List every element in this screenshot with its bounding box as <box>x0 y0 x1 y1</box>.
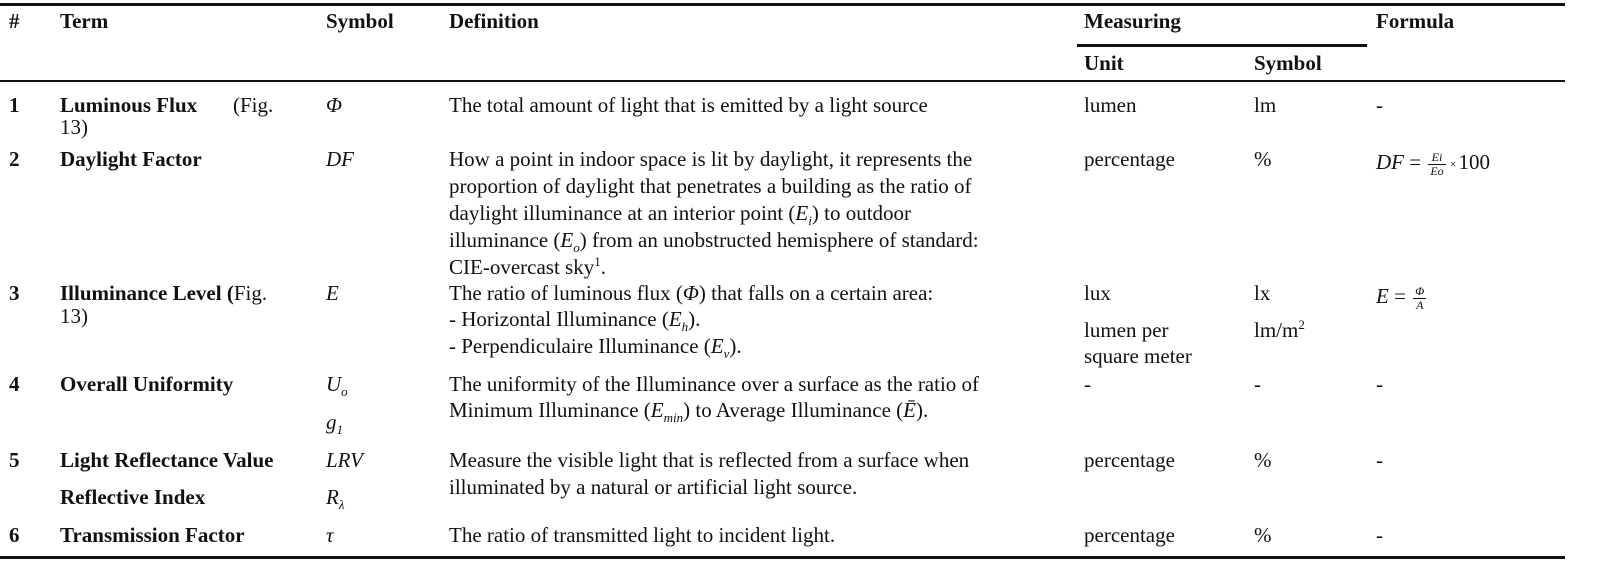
row1-term: Luminous Flux <box>60 93 198 117</box>
row3-term: Illuminance Level (Fig. <box>60 281 268 305</box>
row2-def-line4: illuminance $(E_o)$ from an unobstructed hemisphere of standard: <box>449 228 979 256</box>
row5-symbol-r-lambda: $R_\lambda$ <box>326 485 345 513</box>
row6-unit-symbol: % <box>1254 523 1272 547</box>
header-formula: Formula <box>1376 9 1455 33</box>
row3-symbol: E <box>326 281 339 305</box>
row5-unit-symbol: % <box>1254 448 1272 472</box>
row3-num: 3 <box>9 281 20 305</box>
row3-def-line3: - Perpendiculaire Illuminance $(E_v)$. <box>449 334 742 362</box>
row3-term-cont: 13) <box>60 304 88 328</box>
header-measuring: Measuring <box>1084 9 1181 33</box>
row4-unit-symbol: - <box>1254 372 1261 396</box>
row1-unit-symbol: lm <box>1254 93 1277 117</box>
row1-symbol: Φ <box>326 93 342 117</box>
header-term: Term <box>60 9 109 33</box>
row1-definition: The total amount of light that is emitted by a light source <box>449 93 928 117</box>
header-unit: Unit <box>1084 51 1124 75</box>
row2-def-line1: How a point in indoor space is lit by daylight, it represents the <box>449 147 973 171</box>
row4-symbol-g1: $g_1$ <box>326 410 343 438</box>
header-unit-symbol: Symbol <box>1254 51 1322 75</box>
row2-def-line5: CIE-overcast sky$^1$. <box>449 254 606 279</box>
row1-fig: (Fig. <box>233 93 274 117</box>
header-definition: Definition <box>449 9 539 33</box>
row3-unit-lumen-per: lumen per <box>1084 318 1169 342</box>
row6-symbol: τ <box>326 523 334 547</box>
row5-formula: - <box>1376 448 1383 472</box>
row4-formula: - <box>1376 372 1383 396</box>
row5-def-line2: illuminated by a natural or artificial light source. <box>449 475 858 499</box>
row3-unit-lux: lux <box>1084 281 1111 305</box>
bottom-rule <box>0 556 1565 559</box>
row1-formula: - <box>1376 93 1383 117</box>
header-num: # <box>9 9 20 33</box>
row5-num: 5 <box>9 448 20 472</box>
row6-term: Transmission Factor <box>60 523 245 547</box>
row4-num: 4 <box>9 372 20 396</box>
row5-unit: percentage <box>1084 448 1175 472</box>
row4-unit: - <box>1084 372 1091 396</box>
row4-def-line2: Minimum Illuminance $(E_{min})$ to Average Illuminance (Ē). <box>449 398 929 426</box>
row4-symbol-uo: $U_o$ <box>326 372 348 400</box>
top-rule <box>0 3 1565 6</box>
header-bottom-rule <box>0 80 1565 82</box>
row6-num: 6 <box>9 523 20 547</box>
row4-term: Overall Uniformity <box>60 372 234 396</box>
row2-unit: percentage <box>1084 147 1175 171</box>
row2-formula: DF = $\frac{Ei}{Eo}$ ×100 <box>1376 149 1490 178</box>
row2-unit-symbol: % <box>1254 147 1272 171</box>
row6-unit: percentage <box>1084 523 1175 547</box>
row2-symbol: DF <box>326 147 354 171</box>
row4-def-line1: The uniformity of the Illuminance over a surface as the ratio of <box>449 372 980 396</box>
row5-symbol-lrv: LRV <box>326 448 363 472</box>
row3-def-line2: - Horizontal Illuminance $(E_h)$. <box>449 307 701 335</box>
row3-def-line1: The ratio of luminous flux (Φ) that falls on a certain area: <box>449 281 934 305</box>
measuring-rule <box>1077 44 1367 47</box>
row2-def-line2: proportion of daylight that penetrates a building as the ratio of <box>449 174 972 198</box>
row5-def-line1: Measure the visible light that is reflected from a surface when <box>449 448 970 472</box>
row5-term-reflective-index: Reflective Index <box>60 485 206 509</box>
row6-definition: The ratio of transmitted light to incident light. <box>449 523 836 547</box>
row5-term-lrv: Light Reflectance Value <box>60 448 274 472</box>
row3-formula: E = $\frac{\Phi}{A}$ <box>1376 283 1425 312</box>
row2-term: Daylight Factor <box>60 147 202 171</box>
row3-unit-symbol-lx: lx <box>1254 281 1271 305</box>
row6-formula: - <box>1376 523 1383 547</box>
row2-num: 2 <box>9 147 20 171</box>
row1-num: 1 <box>9 93 20 117</box>
row2-def-line3: daylight illuminance at an interior point $(E_i)$ to outdoor <box>449 201 912 229</box>
row1-fig-cont: 13) <box>60 115 88 139</box>
row3-unit-square-meter: square meter <box>1084 344 1192 368</box>
row1-unit: lumen <box>1084 93 1137 117</box>
header-symbol: Symbol <box>326 9 394 33</box>
row3-unit-symbol-lmm2: $lm/m^2$ <box>1254 317 1305 342</box>
